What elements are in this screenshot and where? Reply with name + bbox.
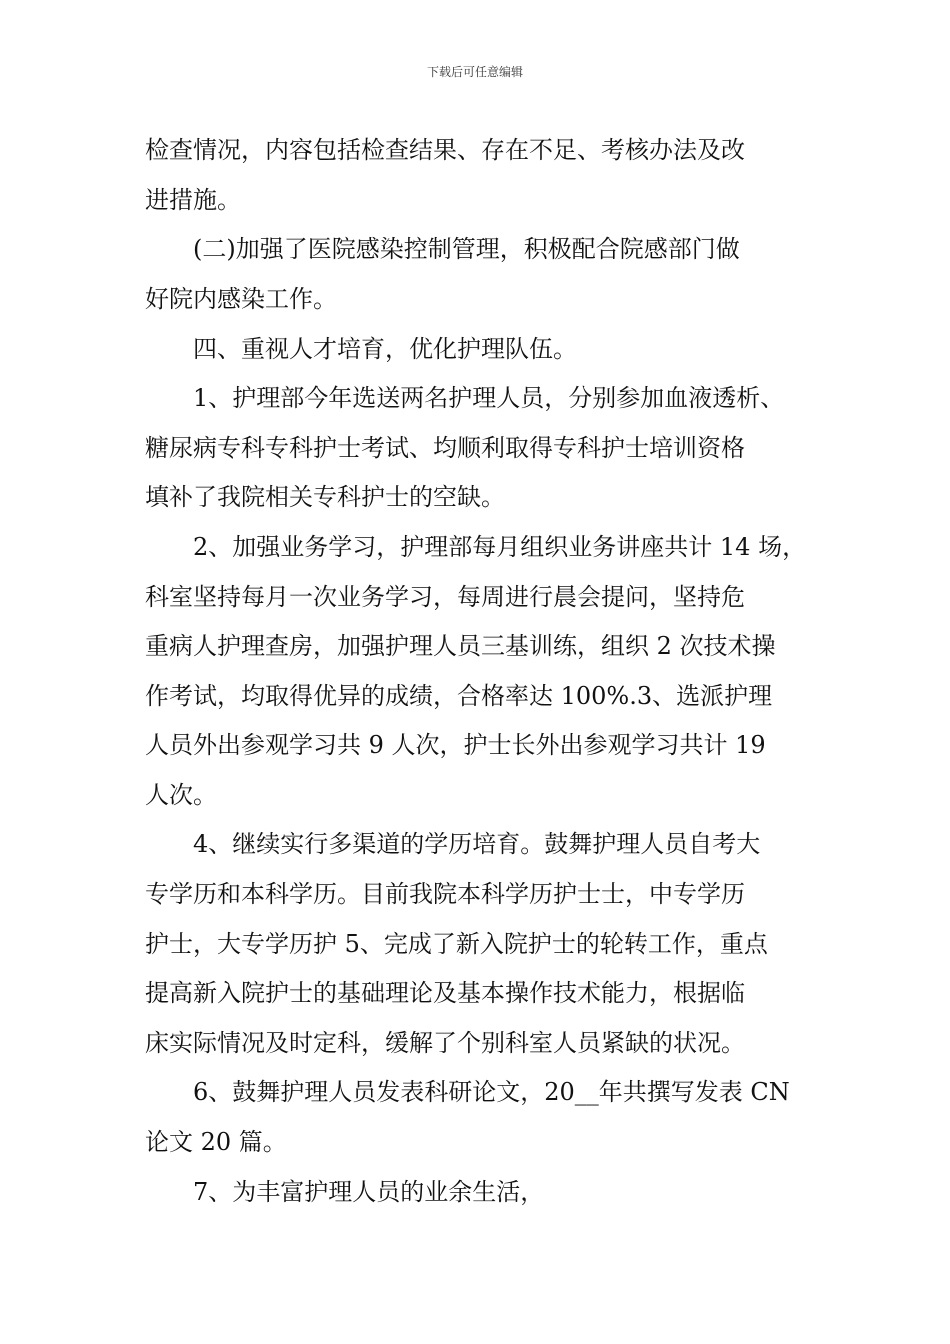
text-line: 科室坚持每月一次业务学习，每周进行晨会提问，坚持危 (145, 583, 745, 611)
text-line: 好院内感染工作。 (145, 285, 337, 313)
text-line: 床实际情况及时定科，缓解了个别科室人员紧缺的状况。 (145, 1029, 745, 1057)
section-heading: 四、重视人才培育，优化护理队伍。 (193, 335, 577, 363)
text-line: 人员外出参观学习共 9 人次，护士长外出参观学习共计 19 (145, 731, 766, 759)
text-line: 1、护理部今年选送两名护理人员，分别参加血液透析、 (193, 384, 785, 412)
text-line: 作考试，均取得优异的成绩，合格率达 100%.3、选派护理 (145, 682, 773, 710)
text-line: 6、鼓舞护理人员发表科研论文，20__年共撰写发表 CN (193, 1078, 790, 1106)
text-line: 人次。 (145, 781, 217, 809)
text-line: 专学历和本科学历。目前我院本科学历护士士，中专学历 (145, 880, 745, 908)
text-line: 进措施。 (145, 186, 241, 214)
paragraph-heading: (二)加强了医院感染控制管理，积极配合院感部门做 (193, 235, 740, 263)
text-line: 4、继续实行多渠道的学历培育。鼓舞护理人员自考大 (193, 830, 761, 858)
text-line: 护士，大专学历护 5、完成了新入院护士的轮转工作，重点 (145, 930, 768, 958)
text-line: 糖尿病专科专科护士考试、均顺利取得专科护士培训资格 (145, 434, 745, 462)
text-line: 提高新入院护士的基础理论及基本操作技术能力，根据临 (145, 979, 745, 1007)
text-line: 重病人护理查房，加强护理人员三基训练，组织 2 次技术操 (145, 632, 776, 660)
text-line: 7、为丰富护理人员的业余生活， (193, 1178, 545, 1206)
text-line: 检查情况，内容包括检查结果、存在不足、考核办法及改 (145, 136, 745, 164)
page-header: 下载后可任意编辑 (426, 65, 523, 79)
text-line: 填补了我院相关专科护士的空缺。 (145, 483, 505, 511)
text-line: 论文 20 篇。 (145, 1128, 287, 1156)
text-line: 2、加强业务学习，护理部每月组织业务讲座共计 14 场， (193, 533, 807, 561)
